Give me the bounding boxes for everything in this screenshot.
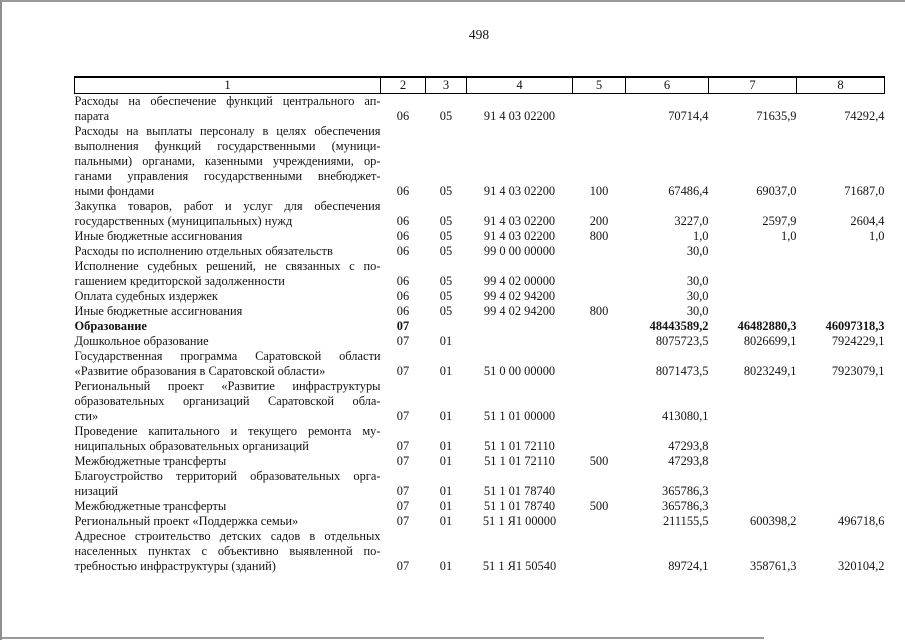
table-row: [75, 349, 885, 379]
cell-c6: 47293,8: [668, 439, 709, 453]
cell-c2: 07: [396, 364, 410, 378]
cell-c6: 8071473,5: [655, 364, 709, 378]
row-label: [75, 244, 381, 259]
cell-c8: 496718,6: [838, 514, 885, 528]
table-row: [75, 244, 885, 259]
cell-c4: 99 4 02 94200: [483, 289, 556, 303]
cell-c5: [573, 94, 626, 125]
column-header: 7: [709, 77, 797, 94]
cell-c3: [426, 319, 467, 334]
row-label: [75, 424, 381, 454]
row-label-line: Государственная программа Саратовской области: [74, 349, 381, 363]
row-label-line: Региональный проект «Развитие инфраструктуры: [74, 379, 381, 393]
cell-c7: 8026699,1: [743, 334, 797, 348]
cell-c2: 07: [396, 439, 410, 453]
cell-c7: [709, 469, 797, 499]
column-header: 3: [426, 77, 467, 94]
cell-c2: 06: [396, 244, 410, 258]
row-label-line: требностью инфраструктуры (зданий): [74, 559, 276, 573]
column-header: 2: [381, 77, 426, 94]
row-label-line: Адресное строительство детских садов в отдельных: [74, 529, 381, 543]
cell-c4: 51 1 01 78740: [483, 499, 556, 513]
cell-c5: [573, 289, 626, 304]
row-label-line: Расходы на выплаты персоналу в целях обеспечения: [74, 124, 381, 138]
cell-c4: 51 1 01 78740: [483, 484, 556, 498]
cell-c3: 05: [439, 274, 453, 288]
cell-c7: [709, 304, 797, 319]
cell-c7: [709, 289, 797, 304]
row-label-line: Оплата судебных издержек: [74, 289, 218, 303]
column-header: 5: [573, 77, 626, 94]
row-label-line: Межбюджетные трансферты: [74, 454, 227, 468]
cell-c4: 91 4 03 02200: [483, 214, 556, 228]
row-label-line: Дошкольное образование: [74, 334, 209, 348]
row-label-line: Расходы по исполнению отдельных обязательств: [74, 244, 333, 258]
cell-c8: [797, 454, 885, 469]
cell-c7: [709, 454, 797, 469]
cell-c3: 01: [439, 364, 453, 378]
cell-c5: 100: [589, 184, 609, 198]
cell-c2: 06: [396, 304, 410, 318]
row-label: [75, 514, 381, 529]
cell-c6: 1,0: [693, 229, 709, 243]
cell-c8: [797, 379, 885, 424]
cell-c3: 01: [439, 454, 453, 468]
table-row: [75, 514, 885, 529]
cell-c6: 30,0: [686, 274, 709, 288]
cell-c5: [573, 349, 626, 379]
cell-c7: 8023249,1: [743, 364, 797, 378]
row-label: [75, 124, 381, 199]
row-label-line: выполнения функций государственными (муници-: [74, 139, 381, 153]
cell-c7: [709, 424, 797, 454]
cell-c2: 06: [396, 109, 410, 123]
cell-c2: 07: [396, 514, 410, 528]
cell-c8: 7923079,1: [831, 364, 885, 378]
cell-c2: 07: [396, 484, 410, 498]
row-label-line: Иные бюджетные ассигнования: [74, 304, 243, 318]
cell-c6: 365786,3: [662, 484, 709, 498]
cell-c8: 46097318,3: [825, 319, 885, 333]
row-label-line: пальными) органами, казенными учреждениями, ор-: [74, 154, 381, 168]
row-label: [75, 499, 381, 514]
page-bottom-edge: [2, 637, 764, 639]
table-row: [75, 499, 885, 514]
cell-c6: 48443589,2: [649, 319, 709, 333]
cell-c5: 200: [589, 214, 609, 228]
row-label: [75, 199, 381, 229]
page-number: 498: [468, 27, 490, 42]
cell-c3: 05: [439, 214, 453, 228]
row-label: [75, 319, 381, 334]
cell-c4: 51 1 Я1 00000: [482, 514, 557, 528]
row-label-line: Межбюджетные трансферты: [74, 499, 227, 513]
cell-c3: 01: [439, 409, 453, 423]
cell-c4: 91 4 03 02200: [483, 229, 556, 243]
cell-c6: 3227,0: [674, 214, 709, 228]
cell-c6: 365786,3: [662, 499, 709, 513]
cell-c3: 01: [439, 334, 453, 348]
cell-c6: 413080,1: [662, 409, 709, 423]
cell-c2: 07: [396, 319, 410, 333]
cell-c2: 07: [396, 409, 410, 423]
cell-c6: 47293,8: [668, 454, 709, 468]
table-header-row: [75, 77, 885, 94]
cell-c8: [797, 469, 885, 499]
cell-c2: 07: [396, 559, 410, 573]
row-label-line: государственных (муниципальных) нужд: [74, 214, 293, 228]
row-label: [75, 334, 381, 349]
cell-c5: 500: [589, 454, 609, 468]
table-row: [75, 334, 885, 349]
cell-c3: 05: [439, 244, 453, 258]
cell-c3: 05: [439, 304, 453, 318]
cell-c3: 01: [439, 439, 453, 453]
table-row: [75, 304, 885, 319]
cell-c2: 06: [396, 214, 410, 228]
row-label: [75, 349, 381, 379]
cell-c6: 8075723,5: [655, 334, 709, 348]
table-row: [75, 124, 885, 199]
table-row: [75, 319, 885, 334]
cell-c5: 800: [589, 304, 609, 318]
cell-c7: 71635,9: [756, 109, 797, 123]
cell-c4: 91 4 03 02200: [483, 184, 556, 198]
cell-c6: 89724,1: [668, 559, 709, 573]
cell-c4: 51 1 01 00000: [483, 409, 556, 423]
table-row: [75, 94, 885, 125]
budget-table-body: [75, 94, 885, 575]
row-label-line: образовательных организаций Саратовской обла-: [74, 394, 381, 408]
row-label-line: населенных пунктах с объективно выявленной по-: [74, 544, 381, 558]
cell-c6: 30,0: [686, 289, 709, 303]
row-label: [75, 289, 381, 304]
cell-c7: [709, 379, 797, 424]
cell-c2: 06: [396, 289, 410, 303]
cell-c2: 07: [396, 499, 410, 513]
cell-c7: 69037,0: [756, 184, 797, 198]
cell-c8: 71687,0: [844, 184, 885, 198]
cell-c3: 01: [439, 514, 453, 528]
cell-c8: [797, 424, 885, 454]
cell-c6: 30,0: [686, 244, 709, 258]
cell-c3: 05: [439, 229, 453, 243]
cell-c8: [797, 304, 885, 319]
table-row: [75, 289, 885, 304]
row-label-line: Закупка товаров, работ и услуг для обеспечения: [74, 199, 381, 213]
cell-c3: 01: [439, 484, 453, 498]
cell-c5: [573, 334, 626, 349]
cell-c3: 01: [439, 499, 453, 513]
cell-c2: 06: [396, 229, 410, 243]
table-row: [75, 424, 885, 454]
row-label-line: Иные бюджетные ассигнования: [74, 229, 243, 243]
cell-c6: 70714,4: [668, 109, 709, 123]
table-row: [75, 259, 885, 289]
cell-c5: [573, 529, 626, 574]
cell-c5: [573, 424, 626, 454]
cell-c8: 2604,4: [850, 214, 885, 228]
cell-c6: 211155,5: [662, 514, 709, 528]
cell-c6: 67486,4: [668, 184, 709, 198]
cell-c7: 1,0: [781, 229, 797, 243]
cell-c2: 06: [396, 274, 410, 288]
cell-c5: [573, 379, 626, 424]
row-label: [75, 379, 381, 424]
table-row: [75, 229, 885, 244]
cell-c4: 99 0 00 00000: [483, 244, 556, 258]
cell-c4: 51 1 Я1 50540: [482, 559, 557, 573]
cell-c8: [797, 289, 885, 304]
cell-c4: 51 1 01 72110: [484, 439, 555, 453]
row-label-line: Образование: [74, 319, 147, 333]
cell-c7: 600398,2: [750, 514, 797, 528]
cell-c5: 800: [589, 229, 609, 243]
row-label-line: ными фондами: [74, 184, 155, 198]
row-label: [75, 454, 381, 469]
cell-c5: [573, 259, 626, 289]
cell-c8: 320104,2: [838, 559, 885, 573]
column-header: 6: [626, 77, 709, 94]
cell-c7: 358761,3: [750, 559, 797, 573]
column-header: 4: [467, 77, 573, 94]
cell-c4: 99 4 02 94200: [483, 304, 556, 318]
row-label-line: гашением кредиторской задолженности: [74, 274, 285, 288]
cell-c8: [797, 259, 885, 289]
row-label-line: Проведение капитального и текущего ремонта му-: [74, 424, 381, 438]
table-row: [75, 379, 885, 424]
cell-c4: 99 4 02 00000: [483, 274, 556, 288]
cell-c2: 07: [396, 454, 410, 468]
cell-c4: 91 4 03 02200: [483, 109, 556, 123]
column-header: 1: [75, 77, 381, 94]
column-header: 8: [797, 77, 885, 94]
cell-c3: 05: [439, 109, 453, 123]
table-row: [75, 454, 885, 469]
cell-c8: [797, 244, 885, 259]
row-label: [75, 529, 381, 574]
table-header: [75, 77, 885, 94]
row-label-line: Расходы на обеспечение функций центрального ап-: [74, 94, 381, 108]
cell-c4: 51 1 01 72110: [484, 454, 555, 468]
cell-c7: 2597,9: [762, 214, 797, 228]
row-label: [75, 229, 381, 244]
cell-c5: 500: [589, 499, 609, 513]
cell-c5: [573, 319, 626, 334]
cell-c7: [709, 244, 797, 259]
cell-c6: 30,0: [686, 304, 709, 318]
cell-c8: 7924229,1: [831, 334, 885, 348]
row-label: [75, 469, 381, 499]
cell-c3: 05: [439, 184, 453, 198]
cell-c5: [573, 244, 626, 259]
row-label-line: сти»: [74, 409, 99, 423]
cell-c8: 1,0: [869, 229, 885, 243]
budget-table: [74, 76, 885, 574]
cell-c7: [709, 259, 797, 289]
cell-c5: [573, 469, 626, 499]
table-row: [75, 469, 885, 499]
row-label: [75, 94, 381, 125]
row-label-line: парата: [74, 109, 110, 123]
cell-c5: [573, 514, 626, 529]
row-label: [75, 304, 381, 319]
cell-c3: 01: [439, 559, 453, 573]
row-label-line: Благоустройство территорий образовательных орга-: [74, 469, 381, 483]
row-label: [75, 259, 381, 289]
cell-c3: 05: [439, 289, 453, 303]
cell-c8: 74292,4: [844, 109, 885, 123]
row-label-line: низаций: [74, 484, 119, 498]
cell-c4: 51 0 00 00000: [483, 364, 556, 378]
row-label-line: Региональный проект «Поддержка семьи»: [74, 514, 299, 528]
table-row: [75, 529, 885, 574]
row-label-line: Исполнение судебных решений, не связанных с по-: [74, 259, 381, 273]
cell-c7: [709, 499, 797, 514]
row-label-line: «Развитие образования в Саратовской области»: [74, 364, 326, 378]
row-label-line: ганами управления государственными внебюджет-: [74, 169, 381, 183]
cell-c4: [467, 319, 573, 334]
row-label-line: ниципальных образовательных организаций: [74, 439, 309, 453]
cell-c8: [797, 499, 885, 514]
cell-c7: 46482880,3: [737, 319, 797, 333]
cell-c2: 07: [396, 334, 410, 348]
cell-c2: 06: [396, 184, 410, 198]
table-row: [75, 199, 885, 229]
cell-c4: [467, 334, 573, 349]
